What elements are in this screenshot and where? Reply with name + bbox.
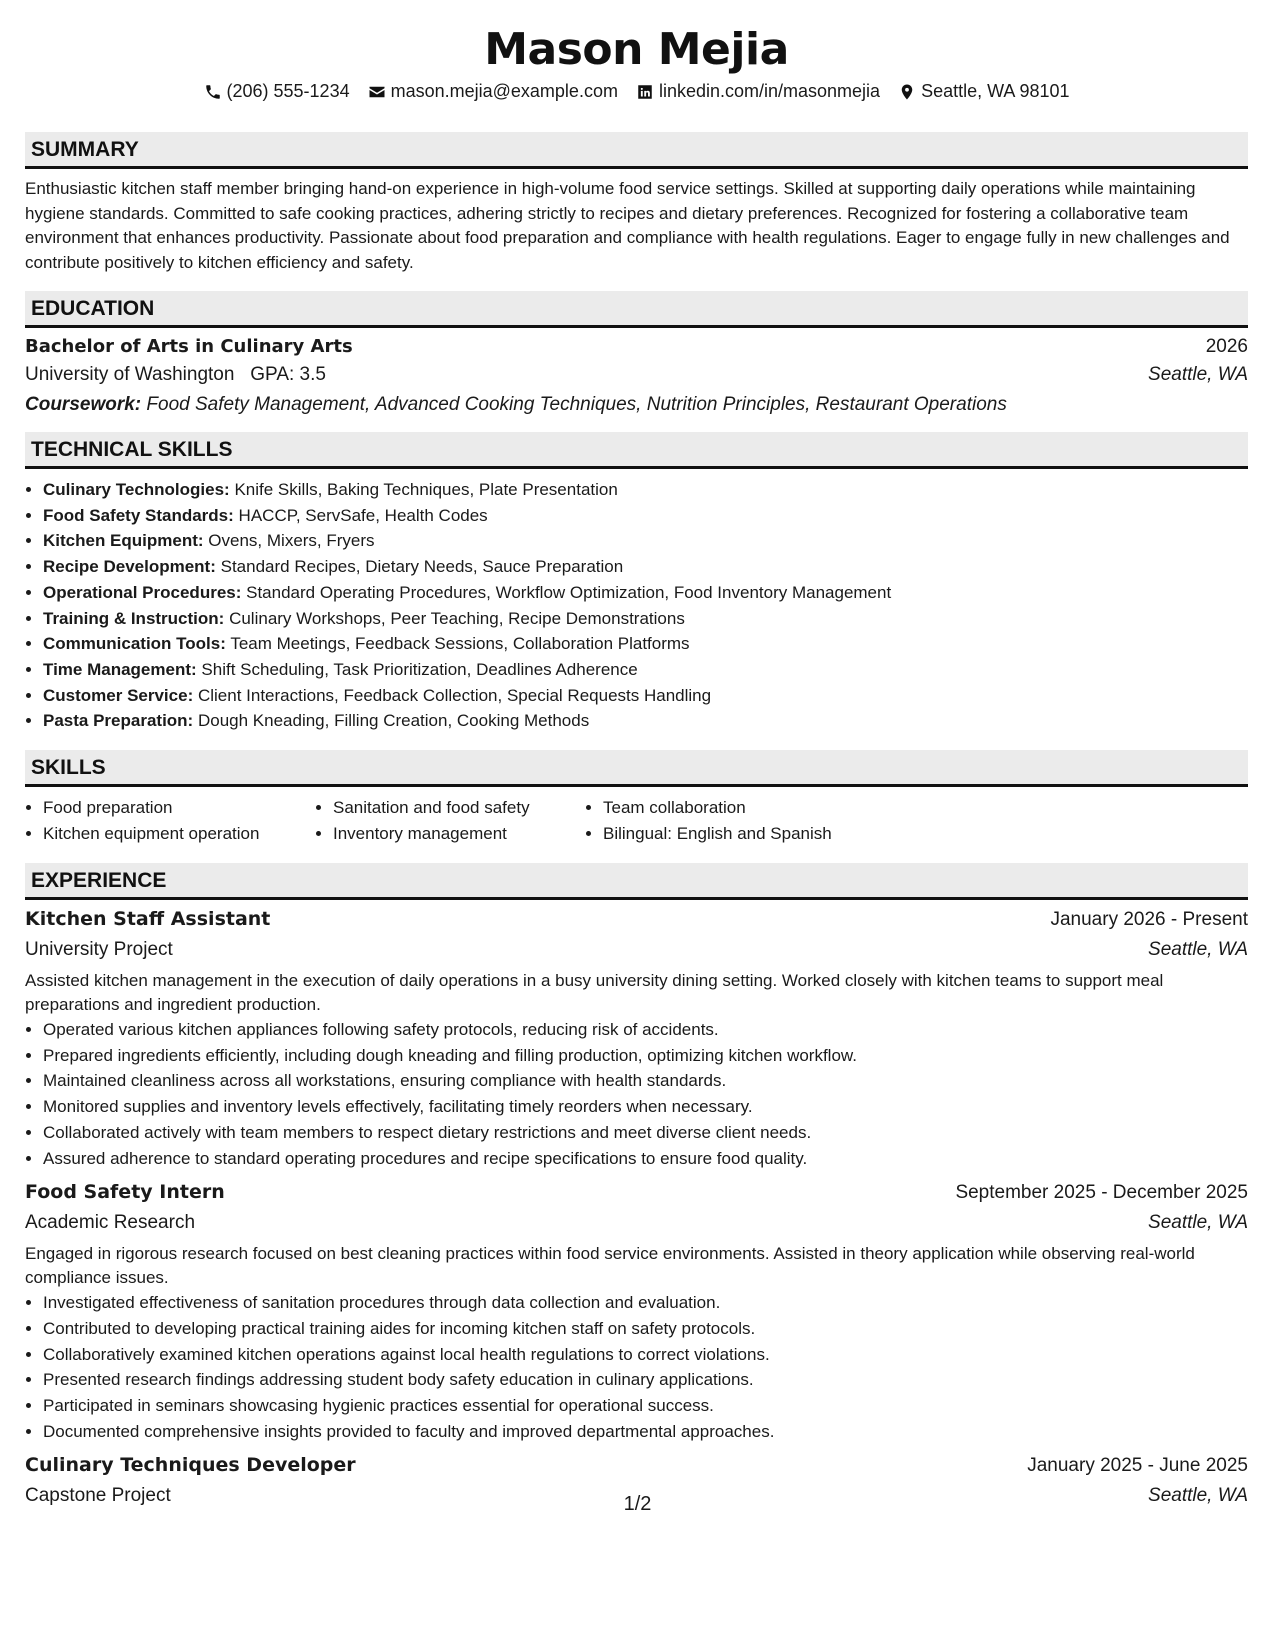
skill-values: Standard Operating Procedures, Workflow Optimization, Food Inventory Management	[246, 582, 892, 602]
list-item: • Contributed to developing practical training aides for incoming kitchen staff on safety protocols.	[43, 1316, 1248, 1342]
skill-category: Kitchen Equipment:	[43, 531, 204, 551]
list-item: • Collaborated actively with team members to respect dietary restrictions and meet diverse client needs.	[43, 1120, 1248, 1146]
job-title: Culinary Techniques Developer	[25, 1454, 356, 1477]
skill-values: Knife Skills, Baking Techniques, Plate Presentation	[234, 480, 618, 499]
list-item: • Monitored supplies and inventory levels effectively, facilitating timely reorders when necessary.	[43, 1094, 1248, 1120]
list-item: • Operated various kitchen appliances following safety protocols, reducing risk of accidents.	[43, 1017, 1248, 1043]
coursework-list: Food Safety Management, Advanced Cooking Techniques, Nutrition Principles, Restaurant Operations	[146, 394, 1007, 415]
email-link[interactable]: mason.mejia@example.com	[390, 81, 618, 101]
phone-icon	[204, 83, 222, 101]
list-item	[43, 631, 1248, 657]
skill-values: Team Meetings, Feedback Sessions, Collaboration Platforms	[230, 634, 690, 654]
job-organization: University Project	[25, 939, 173, 961]
skill-values: HACCP, ServSafe, Health Codes	[238, 505, 488, 525]
phone-text: (206) 555-1234	[226, 81, 350, 101]
skill-category: Food Safety Standards:	[43, 505, 234, 525]
page-number: 1/2	[623, 1493, 652, 1515]
list-item: • Documented comprehensive insights provided to faculty and improved departmental approaches.	[43, 1419, 1248, 1445]
skill-values: Ovens, Mixers, Fryers	[208, 531, 375, 551]
list-item: • Presented research findings addressing student body safety education in culinary applications.	[43, 1367, 1248, 1393]
job-location: Seattle, WA	[1148, 1485, 1248, 1507]
degree-title: Bachelor of Arts in Culinary Arts	[25, 336, 353, 357]
skill-category: Pasta Preparation:	[43, 711, 194, 731]
skills-column-3	[585, 795, 832, 847]
section-heading-summary: SUMMARY	[25, 132, 1248, 169]
skills-column-1	[25, 795, 315, 847]
skill-category: Training & Instruction:	[43, 608, 225, 628]
job-bullets	[25, 1290, 1248, 1444]
location-text: Seattle, WA 98101	[921, 81, 1070, 101]
list-item: • Sanitation and food safety	[333, 795, 585, 821]
linkedin-link[interactable]: linkedin.com/in/masonmejia	[658, 81, 881, 101]
skill-category: Time Management:	[43, 659, 197, 679]
skill-values: Shift Scheduling, Task Prioritization, Deadlines Adherence	[201, 659, 638, 679]
linkedin-icon	[636, 83, 654, 101]
list-item: • Food preparation	[43, 795, 315, 821]
map-pin-icon	[898, 83, 916, 101]
job-organization: Academic Research	[25, 1212, 196, 1234]
job-title: Kitchen Staff Assistant	[25, 908, 271, 931]
skill-category: Operational Procedures:	[43, 582, 242, 602]
list-item: • Prepared ingredients efficiently, including dough kneading and filling production, optimizing kitchen workflow.	[43, 1043, 1248, 1069]
list-item	[43, 606, 1248, 632]
coursework	[25, 394, 1248, 416]
technical-skills-list	[25, 477, 1248, 734]
contact-bar	[25, 81, 1248, 102]
job-location: Seattle, WA	[1148, 1212, 1248, 1234]
list-item	[43, 477, 1248, 503]
envelope-icon	[368, 83, 386, 101]
education-entry	[25, 336, 1248, 416]
job-dates: January 2025 - June 2025	[1027, 1455, 1248, 1477]
skill-category: Customer Service:	[43, 685, 194, 705]
degree-year: 2026	[1205, 336, 1248, 357]
job-organization: Capstone Project	[25, 1485, 171, 1507]
list-item: • Maintained cleanliness across all workstations, ensuring compliance with health standards.	[43, 1068, 1248, 1094]
job-description: Engaged in rigorous research focused on best cleaning practices within food service environments. Assisted in theory application while observing real-world compliance issues.	[25, 1244, 1195, 1288]
list-item	[43, 580, 1248, 606]
list-item: • Kitchen equipment operation	[43, 821, 315, 847]
job-location: Seattle, WA	[1148, 939, 1248, 961]
skill-values: Standard Recipes, Dietary Needs, Sauce Preparation	[220, 557, 624, 577]
candidate-name: Mason Mejia	[484, 24, 789, 75]
section-heading-education: EDUCATION	[25, 291, 1248, 328]
list-item	[43, 708, 1248, 734]
list-item: • Collaboratively examined kitchen operations against local health regulations to correct violations.	[43, 1342, 1248, 1368]
list-item	[43, 528, 1248, 554]
gpa: GPA: 3.5	[250, 364, 326, 385]
list-item: • Team collaboration	[603, 795, 832, 821]
skill-category: Recipe Development:	[43, 557, 216, 577]
experience-entry	[25, 908, 1248, 1171]
section-heading-experience: EXPERIENCE	[25, 863, 1248, 900]
school-location: Seattle, WA	[1148, 364, 1248, 385]
list-item: • Assured adherence to standard operating procedures and recipe specifications to ensure food quality.	[43, 1146, 1248, 1172]
list-item: • Bilingual: English and Spanish	[603, 821, 832, 847]
school-name: University of Washington	[25, 364, 235, 385]
list-item	[43, 683, 1248, 709]
skill-values: Culinary Workshops, Peer Teaching, Recipe Demonstrations	[229, 608, 685, 628]
skill-category: Communication Tools:	[43, 634, 226, 654]
summary-text: Enthusiastic kitchen staff member bringing hand-on experience in high-volume food service settings. Skilled at supporting daily operations while maintaining hygiene standards. Committed to safe cooking practices, adhering strictly to recipes and dietary preferences. Recognized for fostering a collaborative team environment that enhances productivity. Passionate about food preparation and compliance with health regulations. Eager to engage fully in new challenges and contribute positively to kitchen efficiency and safety.	[25, 179, 1230, 272]
contact-email[interactable]	[368, 81, 618, 102]
list-item	[43, 503, 1248, 529]
skill-values: Dough Kneading, Filling Creation, Cooking Methods	[197, 711, 590, 731]
list-item: • Investigated effectiveness of sanitation procedures through data collection and evaluation.	[43, 1290, 1248, 1316]
skill-category: Culinary Technologies:	[43, 480, 230, 499]
job-title: Food Safety Intern	[25, 1181, 225, 1204]
list-item: • Inventory management	[333, 821, 585, 847]
job-dates: January 2026 - Present	[1050, 909, 1248, 931]
contact-location	[898, 81, 1069, 102]
list-item	[43, 657, 1248, 683]
skills-column-2	[315, 795, 585, 847]
resume-page	[25, 20, 1248, 1507]
skill-values: Client Interactions, Feedback Collection, Special Requests Handling	[197, 685, 712, 705]
job-bullets	[25, 1017, 1248, 1171]
contact-phone	[204, 81, 350, 102]
experience-entry	[25, 1181, 1248, 1444]
job-description: Assisted kitchen management in the execution of daily operations in a busy university dining setting. Worked closely with kitchen teams to support meal preparations and ingredient production.	[25, 971, 1164, 1015]
section-heading-technical-skills: TECHNICAL SKILLS	[25, 432, 1248, 469]
coursework-label: Coursework:	[25, 394, 142, 415]
contact-linkedin[interactable]	[636, 81, 880, 102]
job-dates: September 2025 - December 2025	[955, 1182, 1248, 1204]
list-item: • Participated in seminars showcasing hygienic practices essential for operational success.	[43, 1393, 1248, 1419]
list-item	[43, 554, 1248, 580]
skills-grid	[25, 795, 1248, 847]
section-heading-skills: SKILLS	[25, 750, 1248, 787]
